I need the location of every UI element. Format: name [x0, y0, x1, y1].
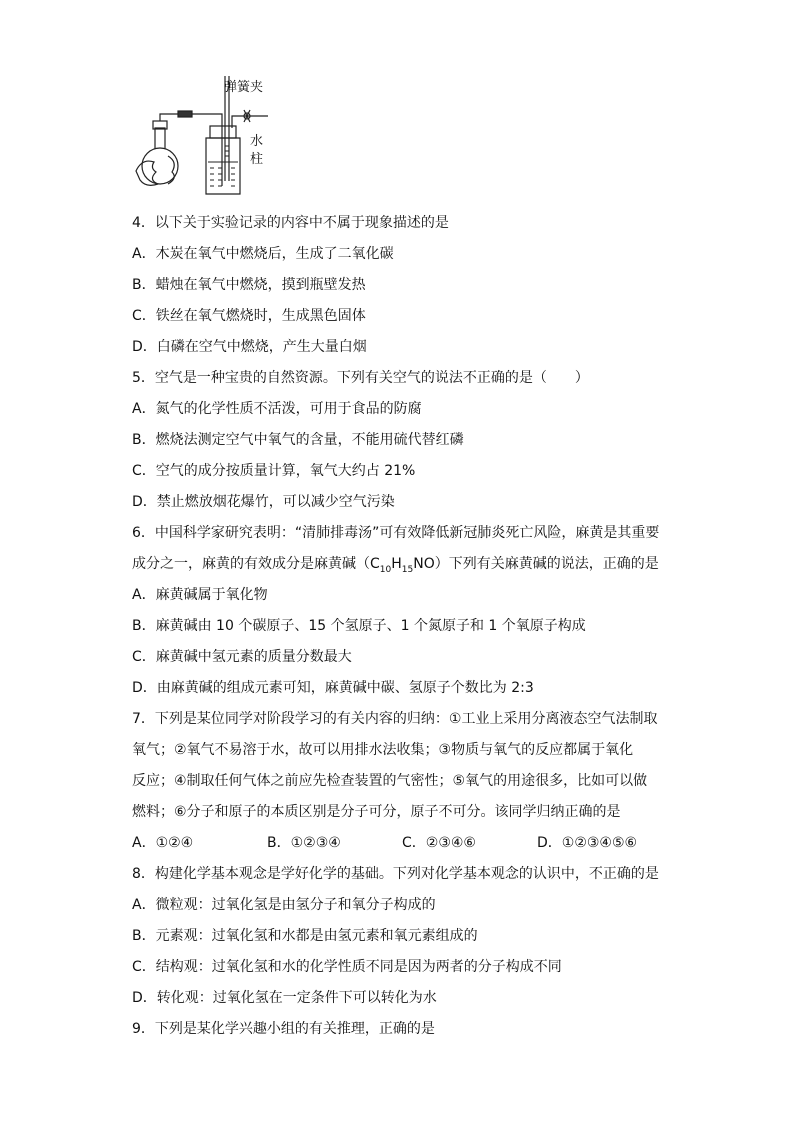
- connecting-tube-into-bottle: [192, 114, 222, 186]
- q4-stem: 4．以下关于实验记录的内容中不属于现象描述的是: [132, 215, 449, 231]
- q7-option-d: D．①②③④⑤⑥: [537, 835, 638, 851]
- q5-option-c: C．空气的成分按质量计算，氧气大约占 21%: [132, 463, 416, 479]
- water-column: [225, 146, 229, 156]
- hand-left: [136, 161, 158, 185]
- q4-option-a: A．木炭在氧气中燃烧后，生成了二氧化碳: [132, 246, 394, 262]
- round-bottom-flask: [142, 148, 178, 184]
- q6-option-c: C．麻黄碱中氢元素的质量分数最大: [132, 649, 352, 665]
- q8-option-c: C．结构观：过氧化氢和水的化学性质不同是因为两者的分子构成不同: [132, 959, 562, 975]
- q6-stem-post: NO）下列有关麻黄碱的说法，正确的是: [413, 556, 659, 572]
- q6-stem-line-2: [132, 549, 672, 580]
- q7-stem-line-4: 燃料；⑥分子和原子的本质区别是分子可分，原子不可分。该同学归纳正确的是: [132, 804, 621, 820]
- clamp-label: 弹簧夹: [224, 80, 264, 95]
- rubber-tube: [178, 111, 192, 117]
- q7-option-c: C．②③④⑥: [402, 835, 476, 851]
- q7-options: [132, 828, 672, 859]
- q7-stem-line-2: 氧气；②氧气不易溶于水，故可以用排水法收集；③物质与氧气的反应都属于氧化: [132, 742, 634, 758]
- flask-neck: [155, 128, 165, 149]
- q8-option-d: D．转化观：过氧化氢在一定条件下可以转化为水: [132, 990, 437, 1006]
- q5-option-d: D．禁止燃放烟花爆竹，可以减少空气污染: [132, 494, 395, 510]
- formula-h: H: [391, 556, 402, 572]
- q8-option-b: B．元素观：过氧化氢和水都是由氢元素和氧元素组成的: [132, 928, 478, 944]
- formula-subscript-h: 15: [401, 564, 414, 575]
- q6-stem-line-1: 6．中国科学家研究表明：“清肺排毒汤”可有效降低新冠肺炎死亡风险，麻黄是其重要: [132, 525, 660, 541]
- q6-option-a: A．麻黄碱属于氧化物: [132, 587, 268, 603]
- q4-option-b: B．蜡烛在氧气中燃烧，摸到瓶壁发热: [132, 277, 366, 293]
- q5-option-b: B．燃烧法测定空气中氧气的含量，不能用硫代替红磷: [132, 432, 464, 448]
- q7-option-a: A．①②④: [132, 835, 194, 851]
- apparatus-figure: [128, 76, 278, 198]
- q7-stem-line-3: 反应；④制取任何气体之前应先检查装置的气密性；⑤氧气的用途很多，比如可以做: [132, 773, 648, 789]
- question-list: [132, 208, 672, 1045]
- q7-option-b: B．①②③④: [267, 835, 341, 851]
- formula-subscript-c: 10: [379, 564, 392, 575]
- q6-stem-pre: 成分之一，麻黄的有效成分是麻黄碱（C: [132, 556, 380, 572]
- q9-stem: 9．下列是某化学兴趣小组的有关推理，正确的是: [132, 1021, 435, 1037]
- q8-option-a: A．微粒观：过氧化氢是由氢分子和氧分子构成的: [132, 897, 436, 913]
- q4-option-c: C．铁丝在氧气燃烧时，生成黑色固体: [132, 308, 366, 324]
- water-label-1: 水: [250, 134, 264, 149]
- q6-option-b: B．麻黄碱由 10 个碳原子、15 个氢原子、1 个氮原子和 1 个氧原子构成: [132, 618, 586, 634]
- q8-stem: 8．构建化学基本观念是学好化学的基础。下列对化学基本观念的认识中，不正确的是: [132, 866, 659, 882]
- q5-option-a: A．氮气的化学性质不活泼，可用于食品的防腐: [132, 401, 422, 417]
- q5-stem: 5．空气是一种宝贵的自然资源。下列有关空气的说法不正确的是（ ）: [132, 370, 589, 386]
- q4-option-d: D．白磷在空气中燃烧，产生大量白烟: [132, 339, 367, 355]
- water-label-2: 柱: [250, 152, 264, 167]
- q6-option-d: D．由麻黄碱的组成元素可知，麻黄碱中碳、氢原子个数比为 2:3: [132, 680, 534, 696]
- connecting-tube-left: [160, 114, 178, 121]
- q7-stem-line-1: 7．下列是某位同学对阶段学习的有关内容的归纳：①工业上采用分离液态空气法制取: [132, 711, 658, 727]
